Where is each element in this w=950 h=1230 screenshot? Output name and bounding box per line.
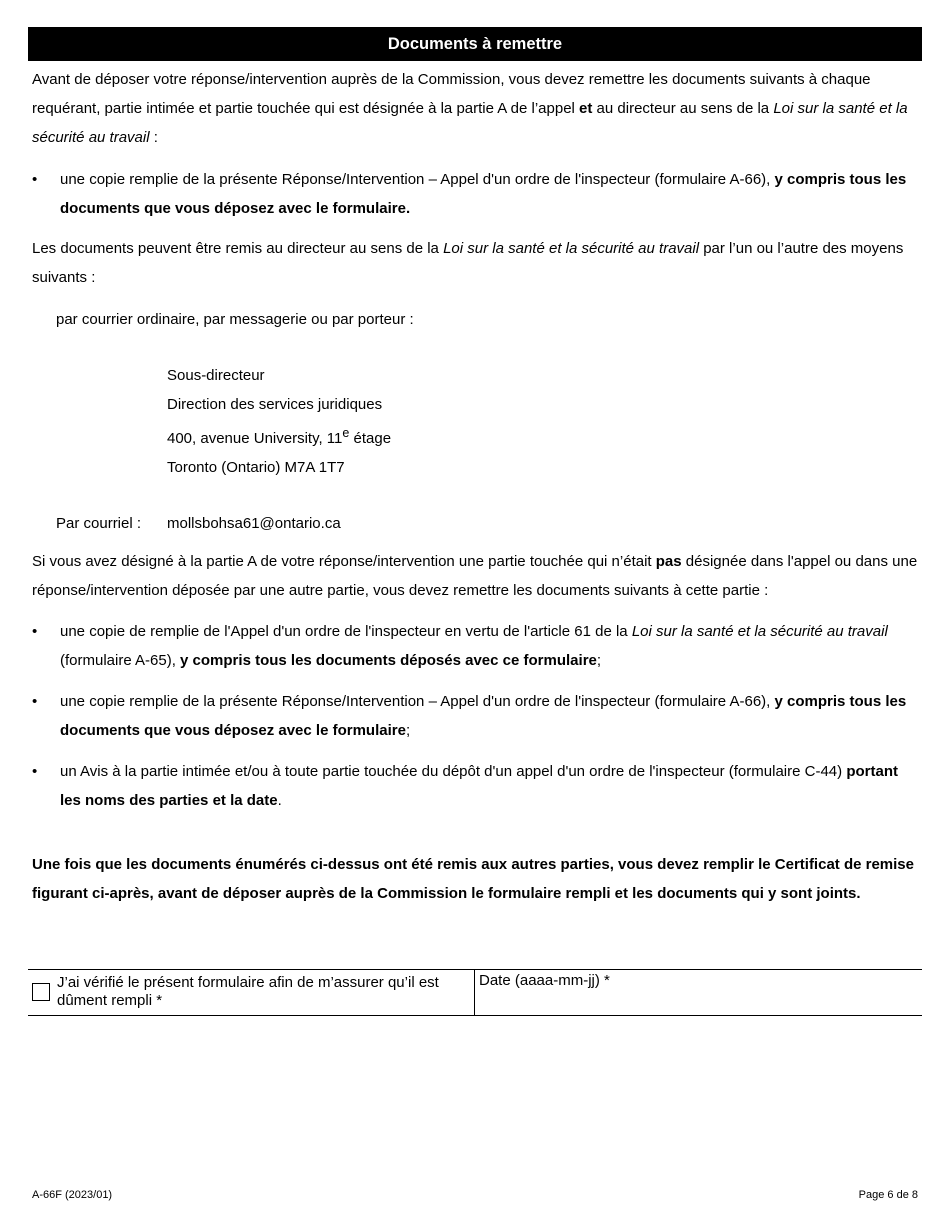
bullet-marker: • xyxy=(32,171,38,188)
email-address[interactable]: mollsbohsa61@ontario.ca xyxy=(167,515,341,532)
intro-text-2: au directeur au sens de la xyxy=(592,100,774,117)
means-paragraph xyxy=(32,234,918,292)
address-line-1: Sous-directeur xyxy=(167,367,265,384)
bullet-text xyxy=(60,757,918,815)
address-line-3-pre: 400, avenue University, 11 xyxy=(167,430,343,447)
bullet-2-end: ; xyxy=(596,652,602,669)
section-header xyxy=(28,27,922,61)
bullet-4-text: un Avis à la partie intimée et/ou à toute partie touchée du dépôt d'un appel d'un ordre de l'inspecteur (formulaire C-44) xyxy=(60,763,847,780)
verification-cell xyxy=(28,970,475,1015)
means-text-2: par l’un ou l’autre des moyens suivants : xyxy=(32,240,904,286)
bullet-2-text-2: (formulaire A-65), xyxy=(60,652,181,669)
affected-text-2: désignée dans l'appel ou dans une réponse/intervention déposée par une autre partie, vous devez remettre les documents suivants à cette partie : xyxy=(32,553,918,599)
bullet-1-bold: y compris tous les documents que vous déposez avec le formulaire. xyxy=(60,171,907,217)
date-input[interactable] xyxy=(479,992,919,1014)
date-field-label: Date (aaaa-mm-jj) * xyxy=(479,972,610,989)
bullet-2-text-1: une copie de remplie de l'Appel d'un ordre de l'inspecteur en vertu de l'article 61 de la xyxy=(60,623,632,640)
intro-bold-et: et xyxy=(579,100,593,117)
form-id: A-66F (2023/01) xyxy=(32,1189,113,1201)
closing-instructions: Une fois que les documents énumérés ci-dessus ont été remis aux autres parties, vous devez remplir le Certificat de remise figurant ci-après, avant de déposer auprès de la Commission le formulaire rempli et les documents qui y sont joints. xyxy=(32,856,914,902)
page-number: Page 6 de 8 xyxy=(858,1189,918,1201)
address-line-2: Direction des services juridiques xyxy=(167,396,383,413)
bullet-3-bold: y compris tous les documents que vous déposez avec le formulaire xyxy=(60,693,907,739)
means-law-title: Loi sur la santé et la sécurité au travail xyxy=(443,240,700,257)
means-text-1: Les documents peuvent être remis au directeur au sens de la xyxy=(32,240,444,257)
bullet-3-end: ; xyxy=(405,722,411,739)
bullet-2-law-title: Loi sur la santé et la sécurité au travail xyxy=(631,623,888,640)
bullet-marker: • xyxy=(32,623,38,640)
mailing-address xyxy=(167,361,391,482)
verification-checkbox-label: J’ai vérifié le présent formulaire afin de m’assurer qu’il est dûment rempli * xyxy=(57,974,439,1009)
affected-bold-pas: pas xyxy=(655,553,682,570)
bullet-text xyxy=(60,165,918,223)
bullet-3-text: une copie remplie de la présente Réponse/Intervention – Appel d'un ordre de l'inspecteur (formulaire A-66), xyxy=(60,693,775,710)
affected-party-paragraph xyxy=(32,547,918,605)
bullet-4-end: . xyxy=(277,792,282,809)
mail-line: par courrier ordinaire, par messagerie ou par porteur : xyxy=(56,311,414,328)
bullet-2-bold: y compris tous les documents déposés avec ce formulaire xyxy=(180,652,597,669)
intro-text-3: : xyxy=(149,129,158,146)
bullet-marker: • xyxy=(32,693,38,710)
address-line-4: Toronto (Ontario) M7A 1T7 xyxy=(167,459,345,476)
affected-text-1: Si vous avez désigné à la partie A de votre réponse/intervention une partie touchée qui n’était xyxy=(32,553,656,570)
section-title: Documents à remettre xyxy=(387,34,563,53)
bullet-4-bold: portant les noms des parties et la date xyxy=(60,763,898,809)
verification-form-row xyxy=(28,969,922,1016)
intro-law-title: Loi sur la santé et la sécurité au travail xyxy=(32,100,908,146)
address-line-3-post: étage xyxy=(349,430,392,447)
verification-checkbox[interactable] xyxy=(32,983,50,1001)
bullet-marker: • xyxy=(32,763,38,780)
intro-text-1: Avant de déposer votre réponse/intervention auprès de la Commission, vous devez remettre les documents suivants à chaque requérant, partie intimée et partie touchée qui est désignée à la partie A de l’appel xyxy=(32,71,871,117)
bullet-text xyxy=(60,687,918,745)
email-label: Par courriel : xyxy=(56,515,142,532)
intro-paragraph xyxy=(32,65,918,152)
bullet-1-text: une copie remplie de la présente Réponse/Intervention – Appel d'un ordre de l'inspecteur (formulaire A-66), xyxy=(60,171,775,188)
address-line-3 xyxy=(167,419,391,453)
address-floor-sup: e xyxy=(342,426,350,440)
bullet-text xyxy=(60,617,918,675)
